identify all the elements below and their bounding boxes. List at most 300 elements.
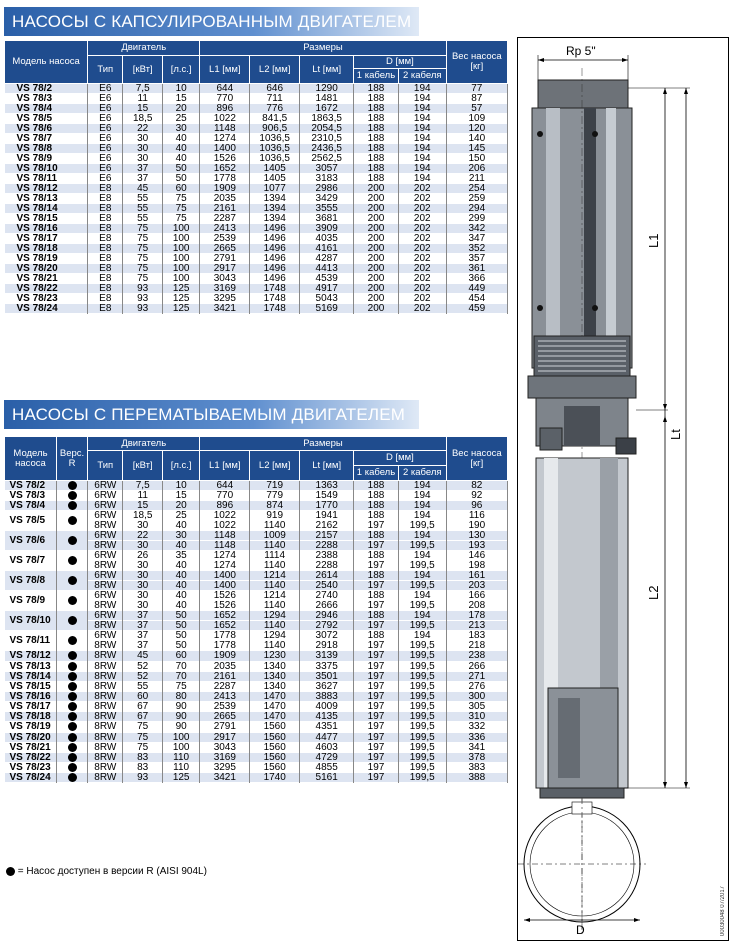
- table-cell: 15: [162, 491, 199, 501]
- table-cell: 194: [398, 84, 446, 94]
- table-cell: 30: [123, 561, 162, 571]
- table-cell: 30: [162, 124, 199, 134]
- bullet-icon: [68, 556, 77, 565]
- table-row: [5, 244, 508, 254]
- table-cell: 83: [123, 762, 162, 772]
- table-cell: 80: [162, 691, 199, 701]
- table-cell: 77: [446, 84, 507, 94]
- model-cell: VS 78/9: [5, 591, 57, 611]
- col-l1: L1 [мм]: [200, 451, 250, 481]
- table-row: [5, 154, 508, 164]
- table-cell: 1148: [200, 124, 250, 134]
- model-cell: VS 78/3: [5, 491, 57, 501]
- model-cell: VS 78/12: [5, 651, 57, 661]
- table-cell: 2665: [200, 712, 250, 722]
- table-cell: 6RW: [88, 571, 123, 581]
- table-cell: 10: [162, 84, 199, 94]
- table-row: [5, 722, 508, 732]
- table-cell: 2540: [300, 581, 354, 591]
- table-cell: 197: [354, 681, 399, 691]
- table-cell: 197: [354, 722, 399, 732]
- table-cell: 4413: [300, 264, 354, 274]
- table-cell: 1022: [200, 511, 250, 521]
- table-cell: 2614: [300, 571, 354, 581]
- table-cell: 45: [123, 184, 162, 194]
- table-cell: 1496: [250, 254, 300, 264]
- table-cell: 3627: [300, 681, 354, 691]
- table-cell: 30: [123, 591, 162, 601]
- table-cell: 776: [250, 104, 300, 114]
- table-row: [5, 481, 508, 491]
- table-cell: 1394: [250, 204, 300, 214]
- table-row: [5, 114, 508, 124]
- rewindable-motor-table: [4, 436, 508, 783]
- table-cell: 146: [446, 551, 507, 561]
- bullet-icon: [68, 763, 77, 772]
- table-cell: 2986: [300, 184, 354, 194]
- table-cell: E6: [88, 164, 123, 174]
- table-cell: 199,5: [398, 712, 446, 722]
- table-cell: 2288: [300, 561, 354, 571]
- table-cell: 200: [354, 204, 399, 214]
- table-cell: 100: [162, 732, 199, 742]
- table-cell: 15: [162, 94, 199, 104]
- table-cell: 194: [398, 551, 446, 561]
- table-row: [5, 511, 508, 521]
- table-cell: 188: [354, 174, 399, 184]
- table-cell: 30: [123, 581, 162, 591]
- table-cell: 22: [123, 531, 162, 541]
- col-vers: Верс. R: [56, 437, 87, 481]
- table-cell: 1909: [200, 184, 250, 194]
- model-cell: VS 78/18: [5, 712, 57, 722]
- table-cell: 711: [250, 94, 300, 104]
- table-cell: 454: [446, 294, 507, 304]
- table-cell: 1140: [250, 561, 300, 571]
- table-cell: 75: [123, 254, 162, 264]
- table-cell: 200: [354, 214, 399, 224]
- table-cell: 2791: [200, 722, 250, 732]
- table-cell: 8RW: [88, 742, 123, 752]
- table-cell: 8RW: [88, 712, 123, 722]
- col-l2: L2 [мм]: [250, 451, 300, 481]
- model-cell: VS 78/21: [5, 742, 57, 752]
- table-cell: 266: [446, 661, 507, 671]
- table-cell: 1274: [200, 561, 250, 571]
- table-cell: 200: [354, 254, 399, 264]
- table-cell: 2157: [300, 531, 354, 541]
- d-label: D: [576, 923, 585, 937]
- table-cell: 199,5: [398, 581, 446, 591]
- table-cell: 6RW: [88, 481, 123, 491]
- table-cell: 1290: [300, 84, 354, 94]
- table-cell: 1526: [200, 601, 250, 611]
- table-cell: 213: [446, 621, 507, 631]
- table-row: [5, 762, 508, 772]
- table-cell: 197: [354, 742, 399, 752]
- table-cell: 1496: [250, 244, 300, 254]
- table-cell: VS 78/8: [5, 144, 88, 154]
- table-cell: 60: [162, 651, 199, 661]
- table-cell: E8: [88, 184, 123, 194]
- table-cell: 3169: [200, 752, 250, 762]
- table-cell: 188: [354, 134, 399, 144]
- table-cell: 4351: [300, 722, 354, 732]
- table-cell: 26: [123, 551, 162, 561]
- table-row: [5, 134, 508, 144]
- table-row: [5, 651, 508, 661]
- table-cell: 197: [354, 712, 399, 722]
- table-cell: 30: [162, 531, 199, 541]
- table-row: [5, 551, 508, 561]
- model-cell: VS 78/20: [5, 732, 57, 742]
- table-cell: VS 78/9: [5, 154, 88, 164]
- drawing-code: 00030048 07/2017: [720, 885, 726, 936]
- table-cell: 194: [398, 104, 446, 114]
- section1-title: НАСОСЫ С КАПСУЛИРОВАННЫМ ДВИГАТЕЛЕМ: [4, 7, 419, 36]
- table-cell: 1400: [200, 144, 250, 154]
- table-cell: 2917: [200, 732, 250, 742]
- table-cell: 361: [446, 264, 507, 274]
- table-cell: 197: [354, 671, 399, 681]
- table-cell: 1140: [250, 621, 300, 631]
- version-r-cell: [56, 501, 87, 511]
- table-cell: 3139: [300, 651, 354, 661]
- model-cell: VS 78/22: [5, 752, 57, 762]
- table-cell: 206: [446, 164, 507, 174]
- table-cell: 30: [123, 154, 162, 164]
- model-cell: VS 78/4: [5, 501, 57, 511]
- table-cell: 202: [398, 264, 446, 274]
- table-cell: 82: [446, 481, 507, 491]
- col-d: D [мм]: [354, 451, 446, 466]
- table-cell: 50: [162, 174, 199, 184]
- table-cell: 125: [162, 294, 199, 304]
- table-cell: 1470: [250, 712, 300, 722]
- table-cell: 45: [123, 651, 162, 661]
- table-cell: VS 78/22: [5, 284, 88, 294]
- table-cell: 6RW: [88, 511, 123, 521]
- table-cell: 90: [162, 712, 199, 722]
- table-cell: 1394: [250, 194, 300, 204]
- table-cell: 37: [123, 621, 162, 631]
- table-cell: 3375: [300, 661, 354, 671]
- table-row: [5, 104, 508, 114]
- model-cell: VS 78/6: [5, 531, 57, 551]
- table-row: [5, 234, 508, 244]
- table-row: [5, 702, 508, 712]
- table-cell: 2287: [200, 214, 250, 224]
- table-cell: VS 78/20: [5, 264, 88, 274]
- table-cell: 2162: [300, 521, 354, 531]
- version-r-cell: [56, 651, 87, 661]
- table-cell: 770: [200, 491, 250, 501]
- table-cell: 378: [446, 752, 507, 762]
- encapsulated-motor-table: [4, 40, 508, 314]
- table-row: [5, 84, 508, 94]
- table-cell: 200: [354, 194, 399, 204]
- table-cell: 93: [123, 773, 162, 783]
- table-cell: 200: [354, 234, 399, 244]
- table-cell: 57: [446, 104, 507, 114]
- bullet-icon: [68, 636, 77, 645]
- table-cell: 18,5: [123, 511, 162, 521]
- table-row: [5, 742, 508, 752]
- table-cell: 199,5: [398, 702, 446, 712]
- bullet-icon: [68, 722, 77, 731]
- table-cell: 92: [446, 491, 507, 501]
- table-cell: 2740: [300, 591, 354, 601]
- table-cell: 197: [354, 641, 399, 651]
- table-row: [5, 531, 508, 541]
- table-cell: 8RW: [88, 521, 123, 531]
- table-cell: 1140: [250, 541, 300, 551]
- table-cell: 188: [354, 84, 399, 94]
- table-cell: 40: [162, 571, 199, 581]
- table-cell: 188: [354, 631, 399, 641]
- table-cell: E8: [88, 224, 123, 234]
- table-cell: 197: [354, 561, 399, 571]
- col-hp: [л.с.]: [162, 451, 199, 481]
- table-cell: 75: [123, 234, 162, 244]
- table-cell: 40: [162, 601, 199, 611]
- table-cell: VS 78/10: [5, 164, 88, 174]
- col-lt: Lt [мм]: [300, 451, 354, 481]
- bullet-icon: [68, 743, 77, 752]
- table-cell: 259: [446, 194, 507, 204]
- table-cell: 1470: [250, 702, 300, 712]
- table-row: [5, 691, 508, 701]
- table-cell: 194: [398, 511, 446, 521]
- table-cell: 15: [123, 501, 162, 511]
- table-row: [5, 491, 508, 501]
- table-cell: 199,5: [398, 742, 446, 752]
- table-cell: 5169: [300, 304, 354, 314]
- table-cell: 342: [446, 224, 507, 234]
- model-cell: VS 78/15: [5, 681, 57, 691]
- table-cell: 4603: [300, 742, 354, 752]
- table-cell: 8RW: [88, 581, 123, 591]
- table-cell: 188: [354, 154, 399, 164]
- table-cell: 75: [123, 732, 162, 742]
- version-r-cell: [56, 691, 87, 701]
- model-cell: VS 78/11: [5, 631, 57, 651]
- table-cell: 194: [398, 501, 446, 511]
- table-cell: E8: [88, 264, 123, 274]
- table-cell: VS 78/13: [5, 194, 88, 204]
- table-cell: 5161: [300, 773, 354, 783]
- table-row: [5, 264, 508, 274]
- l2-label: L2: [646, 585, 661, 600]
- col-kw: [кВт]: [123, 56, 162, 84]
- table-cell: 919: [250, 511, 300, 521]
- table-cell: 130: [446, 531, 507, 541]
- table-cell: 8RW: [88, 651, 123, 661]
- table-cell: 194: [398, 631, 446, 641]
- table-cell: 200: [354, 264, 399, 274]
- table-cell: 8RW: [88, 561, 123, 571]
- table-cell: 5043: [300, 294, 354, 304]
- table-cell: 203: [446, 581, 507, 591]
- table-cell: 202: [398, 244, 446, 254]
- table-cell: E6: [88, 174, 123, 184]
- table-cell: 197: [354, 581, 399, 591]
- table-cell: 300: [446, 691, 507, 701]
- table-cell: 40: [162, 134, 199, 144]
- table-cell: 366: [446, 274, 507, 284]
- table-cell: 93: [123, 284, 162, 294]
- table-cell: 4161: [300, 244, 354, 254]
- table-cell: 1672: [300, 104, 354, 114]
- table-cell: 199,5: [398, 691, 446, 701]
- col-weight: Вес насоса [кг]: [446, 437, 507, 481]
- table-cell: 1140: [250, 581, 300, 591]
- table-cell: 2035: [200, 194, 250, 204]
- table-cell: 3501: [300, 671, 354, 681]
- table-cell: 4009: [300, 702, 354, 712]
- model-cell: VS 78/17: [5, 702, 57, 712]
- table-cell: 188: [354, 144, 399, 154]
- table-cell: 197: [354, 661, 399, 671]
- table-cell: 1294: [250, 611, 300, 621]
- bullet-icon: [68, 651, 77, 660]
- table-row: [5, 184, 508, 194]
- table-cell: 202: [398, 254, 446, 264]
- table-cell: 1036,5: [250, 154, 300, 164]
- table-cell: 1022: [200, 114, 250, 124]
- table-cell: 719: [250, 481, 300, 491]
- table-cell: 8RW: [88, 722, 123, 732]
- col-weight: Вес насоса [кг]: [446, 41, 507, 84]
- table-cell: 459: [446, 304, 507, 314]
- table-cell: 2288: [300, 541, 354, 551]
- table-cell: 347: [446, 234, 507, 244]
- table-cell: 75: [123, 224, 162, 234]
- table-cell: 1340: [250, 681, 300, 691]
- table-cell: 30: [123, 601, 162, 611]
- table-cell: 125: [162, 304, 199, 314]
- table-cell: VS 78/23: [5, 294, 88, 304]
- table-cell: 199,5: [398, 601, 446, 611]
- table-row: [5, 94, 508, 104]
- table-cell: VS 78/15: [5, 214, 88, 224]
- table-cell: E6: [88, 144, 123, 154]
- table-cell: 646: [250, 84, 300, 94]
- table-cell: 50: [162, 631, 199, 641]
- table-cell: 1405: [250, 174, 300, 184]
- version-r-cell: [56, 681, 87, 691]
- table-cell: 341: [446, 742, 507, 752]
- bullet-icon: [68, 501, 77, 510]
- col-lt: Lt [мм]: [300, 56, 354, 84]
- table-row: [5, 294, 508, 304]
- table-cell: 2539: [200, 702, 250, 712]
- table-cell: E6: [88, 124, 123, 134]
- table-cell: 194: [398, 114, 446, 124]
- table-cell: 1294: [250, 631, 300, 641]
- table-cell: 352: [446, 244, 507, 254]
- table-cell: 25: [162, 511, 199, 521]
- table-cell: 178: [446, 611, 507, 621]
- table-cell: E6: [88, 134, 123, 144]
- table-cell: 87: [446, 94, 507, 104]
- legend: [6, 866, 207, 877]
- table-cell: 276: [446, 681, 507, 691]
- table-cell: 200: [354, 294, 399, 304]
- table-row: [5, 224, 508, 234]
- col-d1: 1 кабель: [354, 69, 399, 84]
- table-cell: 37: [123, 174, 162, 184]
- table-cell: E6: [88, 84, 123, 94]
- table-cell: 3169: [200, 284, 250, 294]
- table-cell: 6RW: [88, 551, 123, 561]
- table-cell: 2413: [200, 224, 250, 234]
- table-cell: VS 78/21: [5, 274, 88, 284]
- version-r-cell: [56, 531, 87, 551]
- table-cell: 199,5: [398, 762, 446, 772]
- legend-text: = Насос доступен в версии R (AISI 904L): [17, 866, 207, 877]
- table-cell: 199,5: [398, 561, 446, 571]
- table-cell: 332: [446, 722, 507, 732]
- table-cell: 1036,5: [250, 134, 300, 144]
- table-cell: 199,5: [398, 621, 446, 631]
- table-cell: 4917: [300, 284, 354, 294]
- table-cell: 202: [398, 184, 446, 194]
- table-cell: 2791: [200, 254, 250, 264]
- model-cell: VS 78/2: [5, 481, 57, 491]
- table-cell: 3555: [300, 204, 354, 214]
- table-cell: 6RW: [88, 501, 123, 511]
- table-cell: 55: [123, 204, 162, 214]
- table-cell: 1778: [200, 641, 250, 651]
- table-row: [5, 274, 508, 284]
- table-cell: 2054,5: [300, 124, 354, 134]
- table-cell: 188: [354, 164, 399, 174]
- bullet-icon: [68, 616, 77, 625]
- model-cell: VS 78/16: [5, 691, 57, 701]
- table-cell: 110: [162, 762, 199, 772]
- table-cell: 188: [354, 531, 399, 541]
- version-r-cell: [56, 631, 87, 651]
- table-cell: 200: [354, 304, 399, 314]
- table-cell: 4135: [300, 712, 354, 722]
- table-cell: 30: [123, 134, 162, 144]
- table-cell: 37: [123, 611, 162, 621]
- table-cell: 199,5: [398, 671, 446, 681]
- version-r-cell: [56, 511, 87, 531]
- version-r-cell: [56, 491, 87, 501]
- table-row: [5, 164, 508, 174]
- table-cell: 8RW: [88, 641, 123, 651]
- table-cell: 100: [162, 224, 199, 234]
- table-cell: 1748: [250, 294, 300, 304]
- bullet-icon: [68, 596, 77, 605]
- table-cell: 199,5: [398, 722, 446, 732]
- table-cell: 140: [446, 134, 507, 144]
- table-cell: 188: [354, 551, 399, 561]
- table-cell: 1496: [250, 264, 300, 274]
- table-cell: E6: [88, 104, 123, 114]
- table-cell: E8: [88, 244, 123, 254]
- table-cell: 202: [398, 294, 446, 304]
- table-cell: 2792: [300, 621, 354, 631]
- version-r-cell: [56, 591, 87, 611]
- table-cell: 188: [354, 481, 399, 491]
- version-r-cell: [56, 752, 87, 762]
- table-cell: 896: [200, 501, 250, 511]
- table-cell: 188: [354, 591, 399, 601]
- table-row: [5, 571, 508, 581]
